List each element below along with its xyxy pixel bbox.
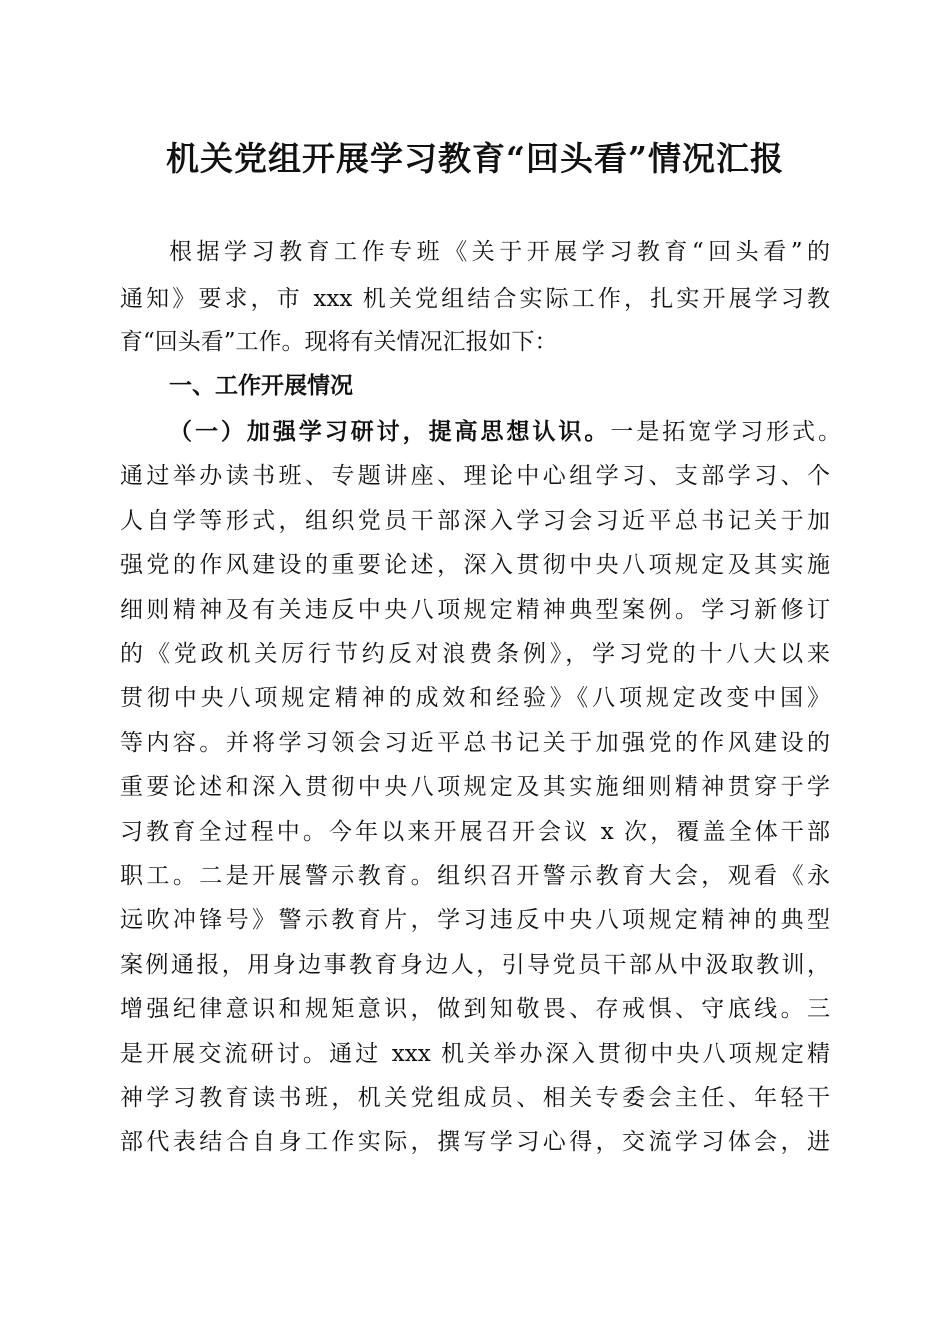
subsection-heading: （一）加强学习研讨，提高思想认识。 (169, 418, 611, 445)
intro-line: 根据学习教育工作专班《关于开展学习教育“回头看”的 (169, 239, 830, 265)
body-line: 人自学等形式，组织党员干部深入学习会习近平总书记关于加 (120, 508, 830, 534)
body-line: 案例通报，用身边事教育身边人，引导党员干部从中汲取教训， (120, 952, 830, 978)
body-line: 等内容。并将学习领会习近平总书记关于加强党的作风建设的 (120, 730, 830, 756)
body-line: 习教育全过程中。今年以来开展召开会议 x 次，覆盖全体干部 (120, 819, 830, 845)
subsection-first-line (169, 416, 841, 448)
body-line: 的《党政机关厉行节约反对浪费条例》，学习党的十八大以来 (120, 641, 830, 667)
body-line: 神学习教育读书班，机关党组成员、相关专委会主任、年轻干 (120, 1085, 830, 1111)
body-line: 远吹冲锋号》警示教育片，学习违反中央八项规定精神的典型 (120, 907, 830, 933)
body-line: 通过举办读书班、专题讲座、理论中心组学习、支部学习、个 (120, 463, 830, 489)
body-line: 细则精神及有关违反中央八项规定精神典型案例。学习新修订 (120, 597, 830, 623)
intro-line: 通知》要求，市 xxx 机关党组结合实际工作，扎实开展学习教 (120, 286, 830, 312)
body-line: 强党的作风建设的重要论述，深入贯彻中央八项规定及其实施 (120, 552, 830, 578)
body-line: 增强纪律意识和规矩意识，做到知敬畏、存戒惧、守底线。三 (120, 996, 830, 1022)
body-line: 是开展交流研讨。通过 xxx 机关举办深入贯彻中央八项规定精 (120, 1041, 830, 1067)
document-title: 机关党组开展学习教育“回头看”情况汇报 (166, 139, 784, 178)
body-line: 部代表结合自身工作实际，撰写学习心得，交流学习体会，进 (120, 1129, 830, 1155)
body-line: 重要论述和深入贯彻中央八项规定及其实施细则精神贯穿于学 (120, 774, 830, 800)
body-line: 职工。二是开展警示教育。组织召开警示教育大会，观看《永 (120, 863, 830, 889)
intro-line: 育“回头看”工作。现将有关情况汇报如下： (120, 329, 558, 355)
body-line: 贯彻中央八项规定精神的成效和经验》《八项规定改变中国》 (120, 685, 830, 711)
section-heading: 一、工作开展情况 (169, 373, 353, 399)
subsection-first-text: 一是拓宽学习形式。 (610, 419, 842, 445)
